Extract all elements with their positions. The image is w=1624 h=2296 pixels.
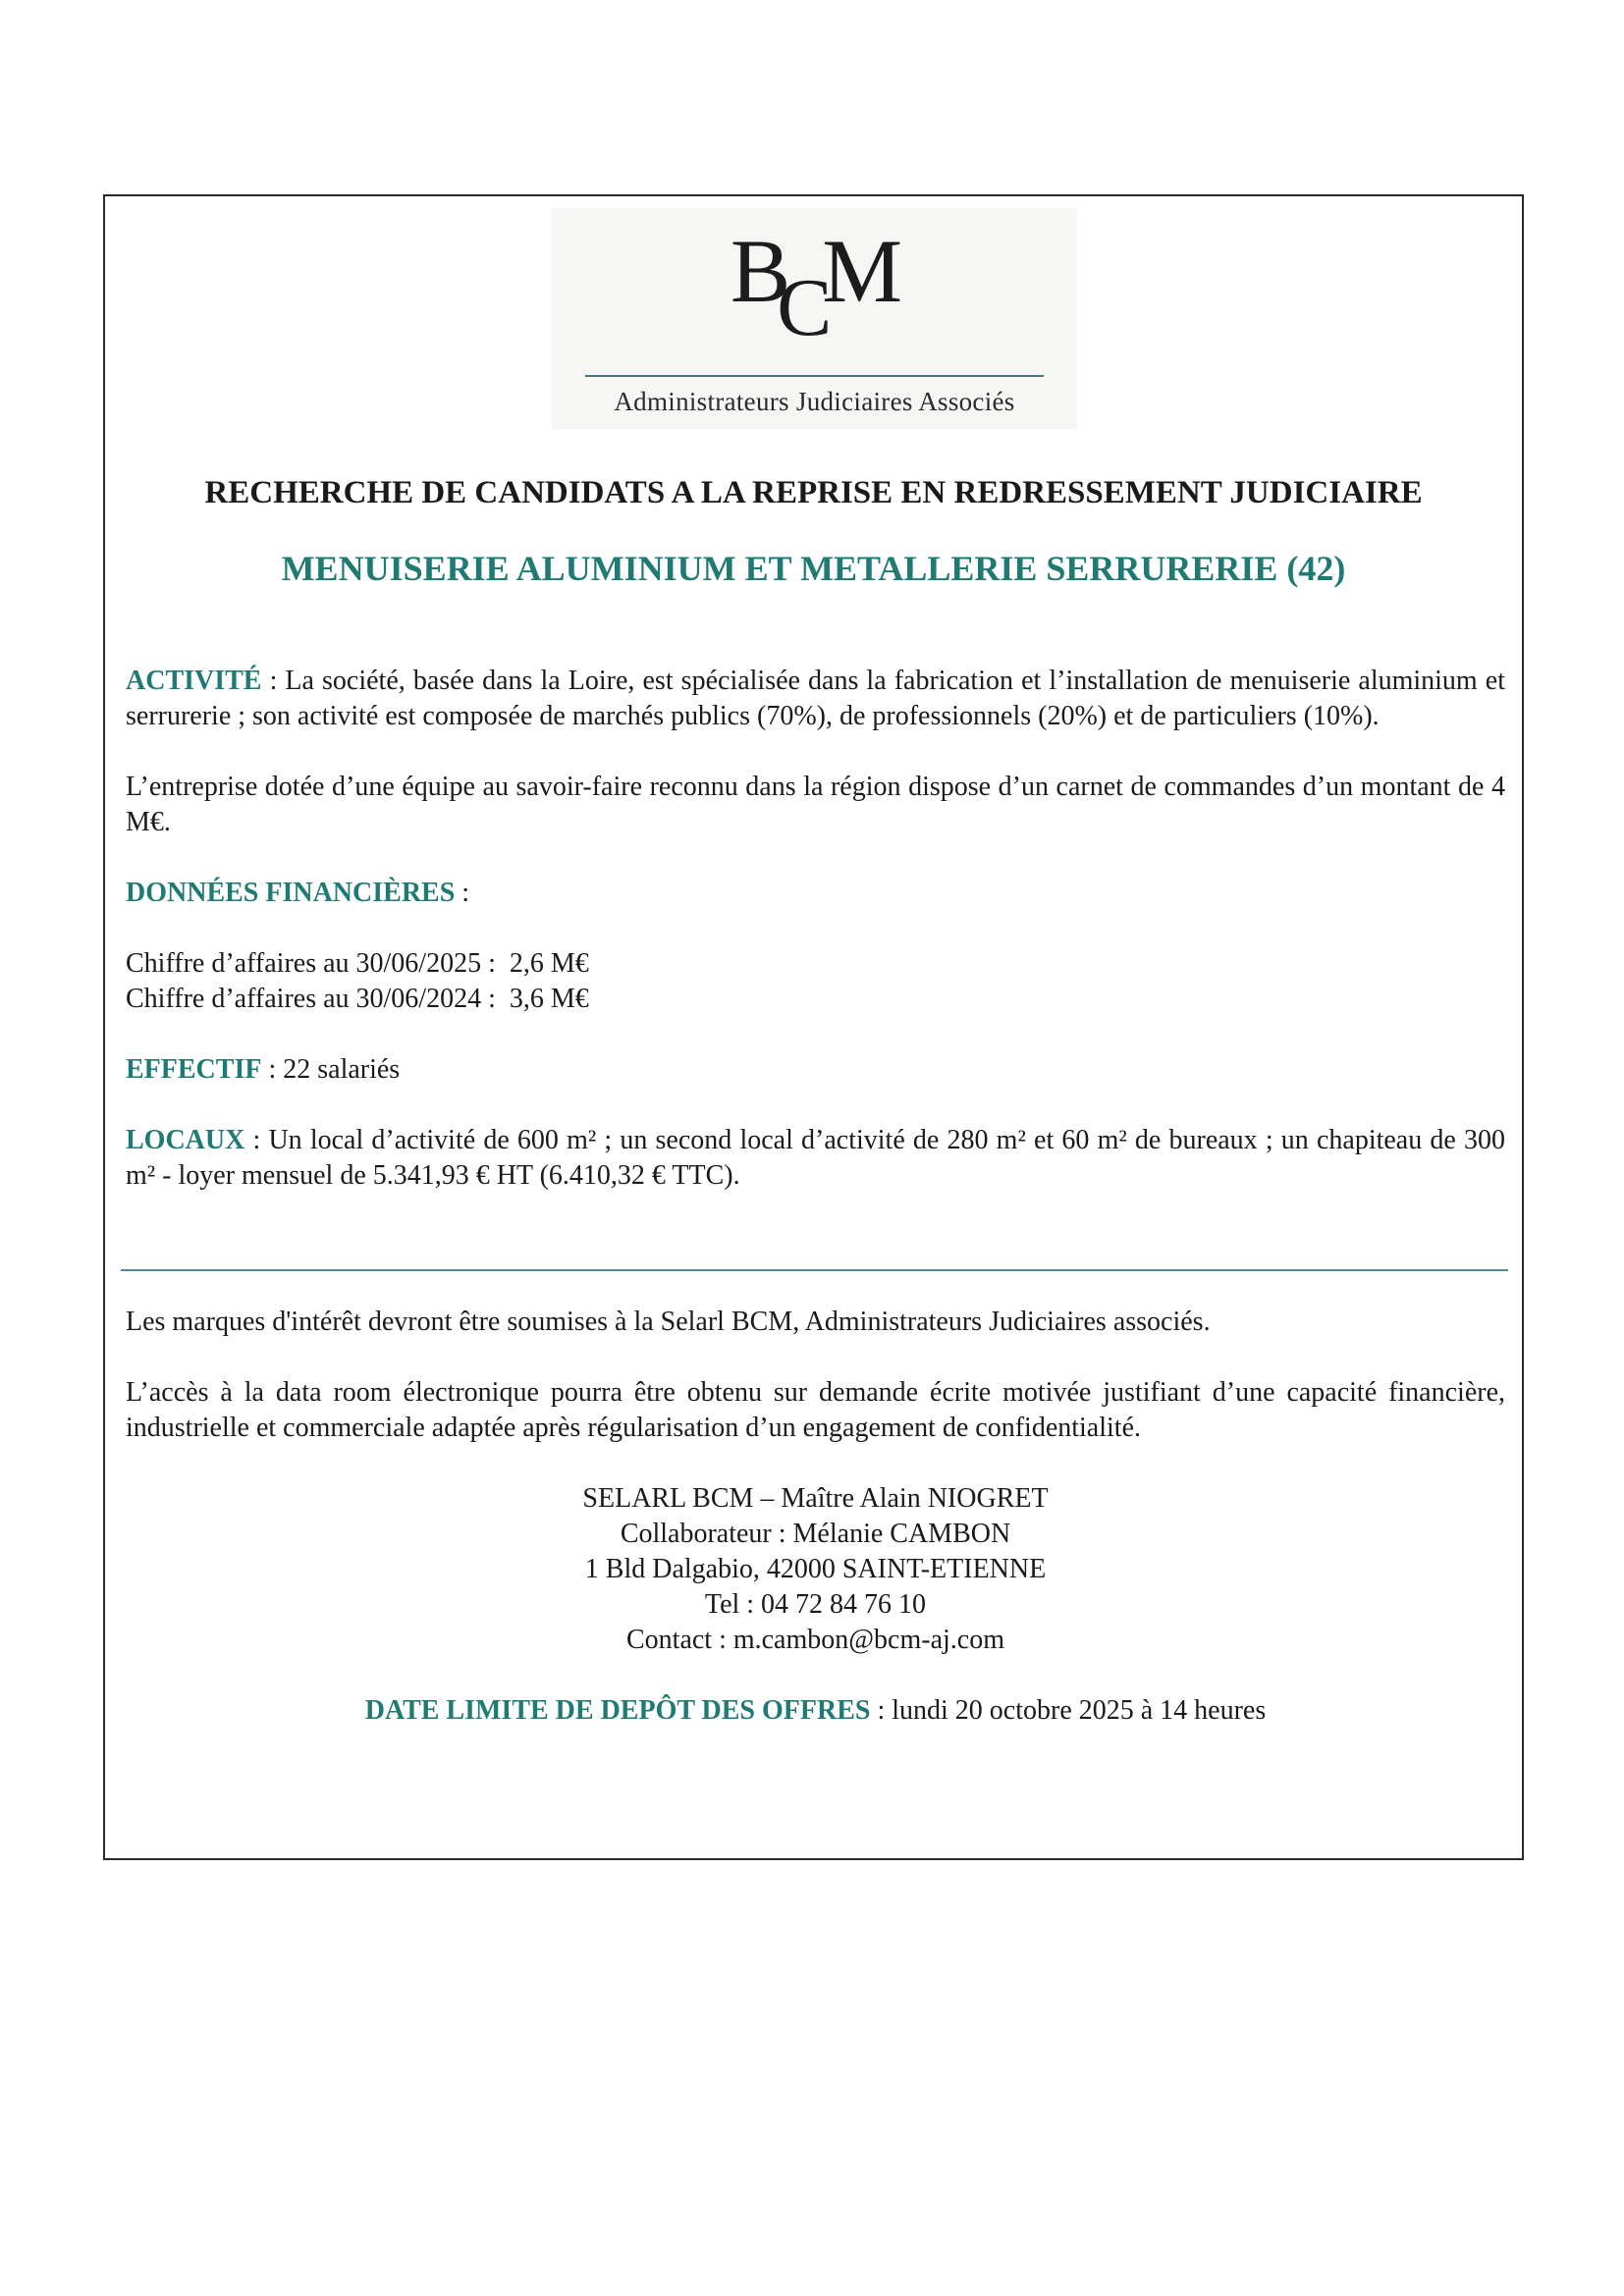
deadline-paragraph — [126, 1693, 1505, 1729]
locaux-text: : Un local d’activité de 600 m² ; un second local d’activité de 280 m² et 60 m² de bureaux ; un chapiteau de 300 m² - loyer mensuel de 5.341,93 € HT (6.410,32 € TTC). — [126, 1125, 1505, 1191]
deadline-text: : lundi 20 octobre 2025 à 14 heures — [870, 1695, 1267, 1726]
logo-letter-c: C — [777, 262, 829, 353]
activite-paragraph — [126, 664, 1505, 734]
logo-letter-m: M — [822, 221, 899, 321]
page-subtitle: MENUISERIE ALUMINIUM ET METALLERIE SERRURERIE (42) — [281, 549, 1346, 588]
logo-letter-b: B — [730, 221, 787, 321]
deadline-label: DATE LIMITE DE DEPÔT DES OFFRES — [364, 1695, 871, 1726]
dataroom-paragraph: L’accès à la data room électronique pourra être obtenu sur demande écrite motivée justifiant d’une capacité financière, industrielle et commerciale adaptée après régularisation d’un engagement de confidentialité. — [126, 1377, 1505, 1443]
donnees-heading — [126, 876, 1505, 911]
ca-line-2024: Chiffre d’affaires au 30/06/2024 : 3,6 M€ — [126, 984, 589, 1014]
ca-line-2025: Chiffre d’affaires au 30/06/2025 : 2,6 M€ — [126, 948, 589, 979]
main-content — [126, 664, 1505, 1194]
locaux-paragraph — [126, 1123, 1505, 1194]
contact-line-firm: SELARL BCM – Maître Alain NIOGRET — [582, 1483, 1049, 1514]
contact-line-collaborator: Collaborateur : Mélanie CAMBON — [620, 1519, 1011, 1549]
lower-content — [126, 1305, 1505, 1729]
locaux-label: LOCAUX — [126, 1125, 245, 1155]
contact-line-phone: Tel : 04 72 84 76 10 — [704, 1589, 927, 1620]
donnees-label: DONNÉES FINANCIÈRES — [126, 878, 456, 908]
bcm-logo — [552, 208, 1077, 429]
effectif-label: EFFECTIF — [126, 1054, 262, 1085]
contact-line-email: Contact : m.cambon@bcm-aj.com — [625, 1625, 1004, 1655]
effectif-paragraph — [126, 1052, 1505, 1088]
activite-label: ACTIVITÉ — [126, 666, 262, 696]
section-divider — [121, 1269, 1508, 1271]
logo-rule — [585, 375, 1044, 377]
page-title: RECHERCHE DE CANDIDATS A LA REPRISE EN REDRESSEMENT JUDICIAIRE — [204, 475, 1423, 510]
logo-monogram — [552, 221, 1077, 353]
donnees-suffix: : — [455, 878, 470, 908]
effectif-text: : 22 salariés — [261, 1054, 401, 1085]
entreprise-paragraph: L’entreprise dotée d’une équipe au savoir-faire reconnu dans la région dispose d’un carnet de commandes d’un montant de 4 M€. — [126, 772, 1505, 837]
activite-text: : La société, basée dans la Loire, est spécialisée dans la fabrication et l’installation de menuiserie aluminium et serrurerie ; son activité est composée de marchés publics (70%), de professionnels (20%) et de particuliers (10%). — [126, 666, 1505, 731]
logo-subtitle: Administrateurs Judiciaires Associés — [614, 387, 1015, 416]
contact-line-address: 1 Bld Dalgabio, 42000 SAINT-ETIENNE — [584, 1554, 1047, 1584]
interet-paragraph: Les marques d'intérêt devront être soumises à la Selarl BCM, Administrateurs Judiciaires associés. — [126, 1307, 1211, 1337]
